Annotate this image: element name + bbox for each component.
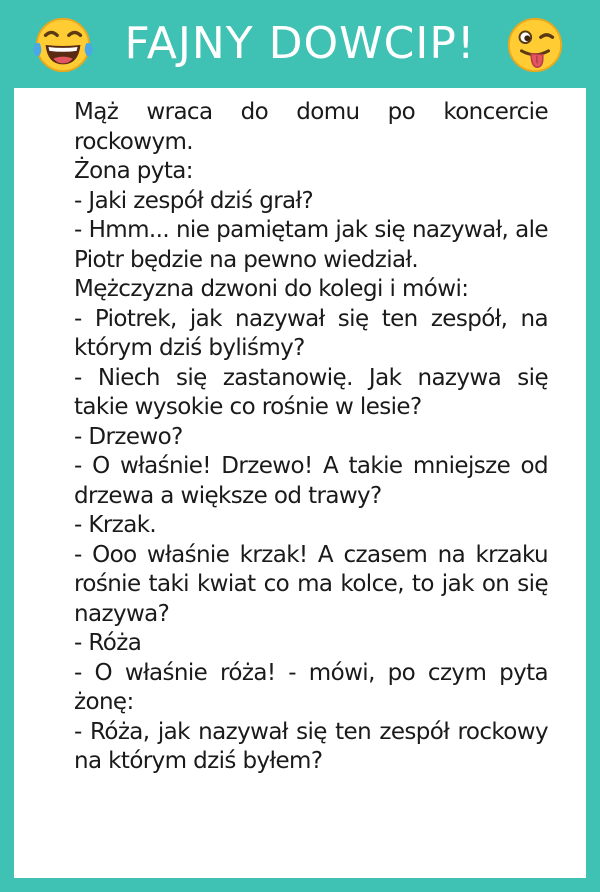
- joke-line: - Róża, jak nazywał się ten zespół rockowy na którym dziś byłem?: [74, 718, 548, 774]
- header-banner: [0, 0, 600, 88]
- joke-line: - Drzewo?: [74, 423, 183, 450]
- joke-line: - Ooo właśnie krzak! A czasem na krzaku rośnie taki kwiat co ma kolce, to jak on się nazywa?: [74, 541, 548, 627]
- joke-line: - Róża: [74, 630, 142, 656]
- joke-line: - O właśnie róża! - mówi, po czym pyta żonę:: [74, 659, 548, 715]
- joke-line: - Jaki zespół dziś grał?: [74, 187, 314, 214]
- joke-line: Mężczyzna dzwoni do kolegi i mówi:: [74, 276, 469, 302]
- joke-line: - Piotrek, jak nazywał się ten zespół, na którym dziś byliśmy?: [74, 305, 548, 361]
- joke-line: - Krzak.: [74, 512, 157, 538]
- joke-line: - O właśnie! Drzewo! A takie mniejsze od drzewa a większe od trawy?: [74, 453, 548, 509]
- joke-line: Mąż wraca do domu po koncercie rockowym.: [74, 99, 548, 155]
- joke-line: - Hmm... nie pamiętam jak się nazywał, ale Piotr będzie na pewno wiedział.: [74, 217, 548, 273]
- joke-line: Żona pyta:: [74, 158, 193, 184]
- joke-text: [74, 98, 548, 777]
- joke-line: - Niech się zastanowię. Jak nazywa się takie wysokie co rośnie w lesie?: [74, 364, 548, 420]
- joke-card: [14, 88, 586, 878]
- winking-tongue-emoji-icon: [504, 14, 566, 76]
- page-title: FAJNY DOWCIP!: [124, 18, 476, 69]
